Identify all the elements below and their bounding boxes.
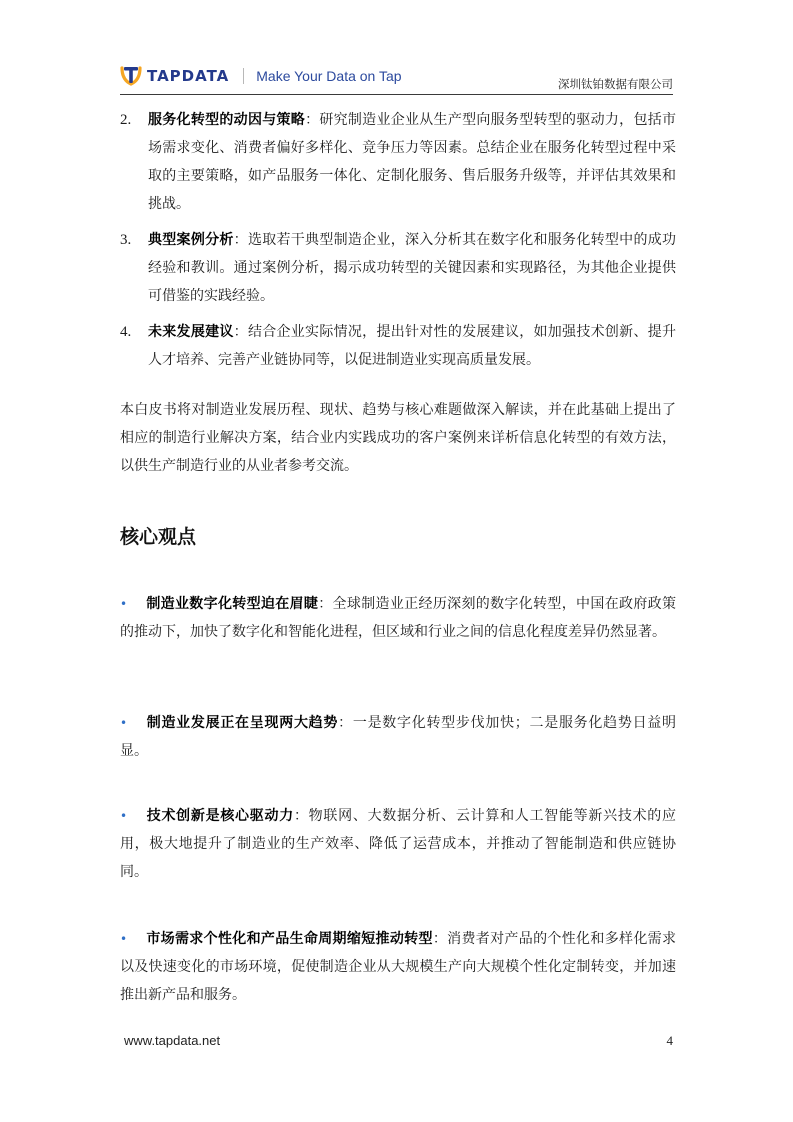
intro-paragraph: 本白皮书将对制造业发展历程、现状、趋势与核心难题做深入解读，并在此基础上提出了相应的制造行业解决方案，结合业内实践成功的客户案例来详析信息化转型的有效方法，以供生产制造行业的从业者参考交流。 bbox=[120, 402, 676, 474]
list-number: 4. bbox=[120, 324, 132, 340]
bullet-body: ：全球制造业正经历深刻的数字化转型，中国在政府政策的推动下，加快了数字化和智能化进程，但区域和行业之间的信息化程度差异仍然显著。 bbox=[120, 596, 677, 640]
bullet-item bbox=[120, 925, 676, 1009]
slogan: Make Your Data on Tap bbox=[256, 68, 402, 84]
bullet-icon: • bbox=[120, 809, 128, 823]
list-bold-term: 典型案例分析 bbox=[148, 232, 234, 248]
bullet-body: ：一是数字化转型步伐加快；二是服务化趋势日益明显。 bbox=[120, 715, 677, 759]
bullet-bold-term: 技术创新是核心驱动力 bbox=[146, 808, 294, 824]
bullet-bold-term: 制造业发展正在呈现两大趋势 bbox=[146, 715, 339, 731]
bullet-bold-term: 制造业数字化转型迫在眉睫 bbox=[146, 596, 319, 612]
bullet-item bbox=[120, 802, 676, 886]
bullet-item bbox=[120, 709, 676, 765]
page-header bbox=[120, 62, 673, 95]
list-body: ：选取若干典型制造企业，深入分析其在数字化和服务化转型中的成功经验和教训。通过案例分析，揭示成功转型的关键因素和实现路径，为其他企业提供可借鉴的实践经验。 bbox=[148, 232, 677, 304]
list-body: ：研究制造业企业从生产型向服务型转型的驱动力，包括市场需求变化、消费者偏好多样化、竞争压力等因素。总结企业在服务化转型过程中采取的主要策略，如产品服务一体化、定制化服务、售后服务升级等，并评估其效果和挑战。 bbox=[148, 112, 677, 212]
company-name: 深圳钛铂数据有限公司 bbox=[558, 77, 673, 91]
list-number: 3. bbox=[120, 232, 132, 248]
bullet-body: ：消费者对产品的个性化和多样化需求以及快速变化的市场环境，促使制造企业从大规模生产向大规模个性化定制转变，并加速推出新产品和服务。 bbox=[120, 931, 677, 1003]
list-text bbox=[148, 226, 676, 310]
list-item bbox=[120, 226, 676, 310]
numbered-list bbox=[120, 106, 676, 382]
footer-url[interactable]: www.tapdata.net bbox=[124, 1033, 221, 1048]
page-number: 4 bbox=[666, 1033, 673, 1048]
list-item bbox=[120, 318, 676, 374]
logo-text: TAPDATA bbox=[147, 67, 230, 85]
tapdata-logo-icon bbox=[120, 64, 142, 88]
bullet-item bbox=[120, 590, 676, 646]
section-title: 核心观点 bbox=[120, 526, 197, 548]
list-text bbox=[148, 106, 676, 218]
bullet-icon: • bbox=[120, 716, 128, 730]
bullet-bold-term: 市场需求个性化和产品生命周期缩短推动转型 bbox=[146, 931, 433, 947]
bullet-icon: • bbox=[120, 597, 128, 611]
bullet-body: ：物联网、大数据分析、云计算和人工智能等新兴技术的应用，极大地提升了制造业的生产效率、降低了运营成本，并推动了智能制造和供应链协同。 bbox=[120, 808, 677, 880]
logo-divider bbox=[243, 68, 244, 84]
list-text bbox=[148, 318, 676, 374]
tapdata-logo[interactable] bbox=[120, 64, 402, 88]
list-number: 2. bbox=[120, 112, 132, 128]
list-body: ：结合企业实际情况，提出针对性的发展建议，如加强技术创新、提升人才培养、完善产业链协同等，以促进制造业实现高质量发展。 bbox=[148, 324, 677, 368]
list-item bbox=[120, 106, 676, 218]
list-bold-term: 服务化转型的动因与策略 bbox=[148, 112, 306, 128]
list-bold-term: 未来发展建议 bbox=[148, 324, 234, 340]
bullet-icon: • bbox=[120, 932, 128, 946]
